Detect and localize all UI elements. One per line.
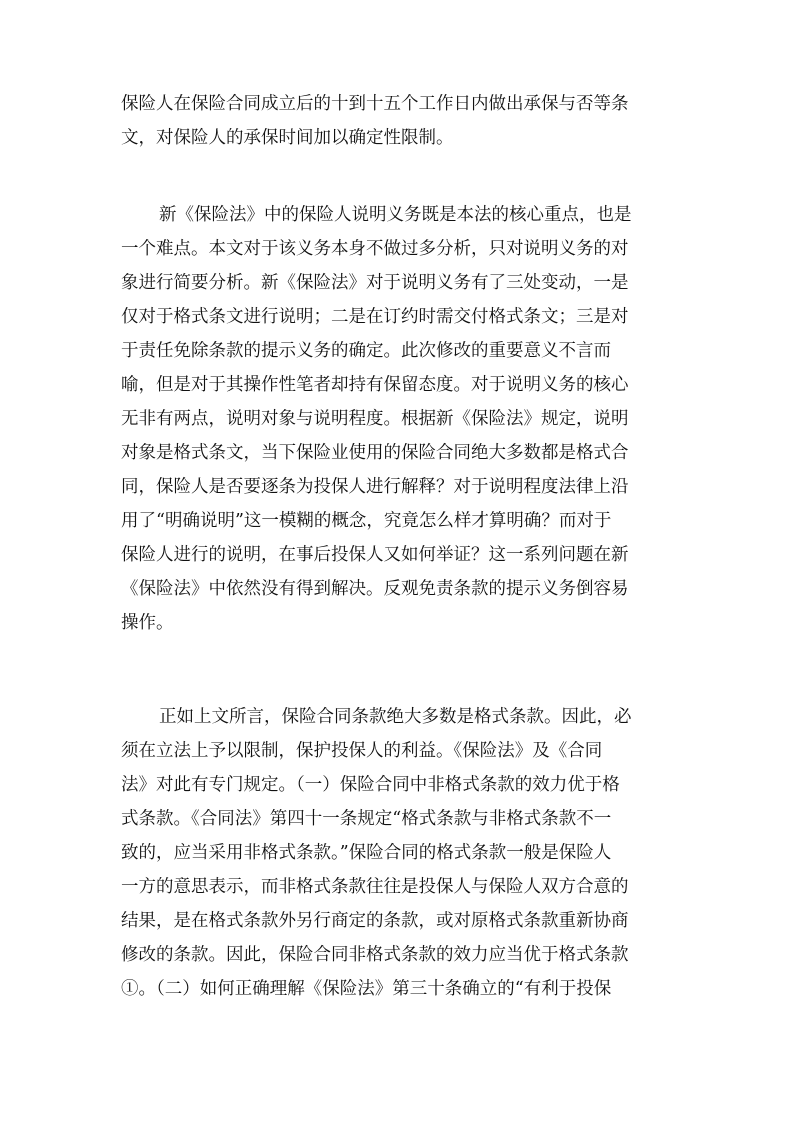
paragraph-explanation-duty	[121, 198, 677, 640]
text-line: 法》对此有专门规定。（一）保险合同中非格式条款的效力优于格	[121, 775, 620, 795]
text-line: 新《保险法》中的保险人说明义务既是本法的核心重点，也是	[159, 205, 632, 225]
text-line: 无非有两点，说明对象与说明程度。根据新《保险法》规定，说明	[121, 409, 629, 429]
text-line: 一方的意思表示，而非格式条款往往是投保人与保险人双方合意的	[121, 877, 629, 897]
text-line: 操作。	[121, 613, 174, 633]
text-line: 须在立法上予以限制，保护投保人的利益。《保险法》及《合同	[121, 741, 603, 761]
text-line: 正如上文所言，保险合同条款绝大多数是格式条款。因此，必	[159, 707, 632, 727]
text-line: 仅对于格式条文进行说明；二是在订约时需交付格式条文；三是对	[121, 307, 629, 327]
text-line: ①。（二）如何正确理解《保险法》第三十条确立的“有利于投保	[121, 979, 612, 999]
text-line: 《保险法》中依然没有得到解决。反观免责条款的提示义务倒容易	[121, 579, 629, 599]
text-line: 一个难点。本文对于该义务本身不做过多分析，只对说明义务的对	[121, 239, 629, 259]
text-line: 致的，应当采用非格式条款。”保险合同的格式条款一般是保险人	[121, 843, 612, 863]
text-line: 文，对保险人的承保时间加以确定性限制。	[121, 128, 454, 148]
text-line: 喻，但是对于其操作性笔者却持有保留态度。对于说明义务的核心	[121, 375, 629, 395]
text-line: 修改的条款。因此，保险合同非格式条款的效力应当优于格式条款	[121, 945, 629, 965]
text-line: 保险人在保险合同成立后的十到十五个工作日内做出承保与否等条	[121, 94, 629, 114]
text-line: 对象是格式条文，当下保险业使用的保险合同绝大多数都是格式合	[121, 443, 629, 463]
paragraph-format-clauses	[121, 700, 677, 1006]
text-line: 式条款。《合同法》第四十一条规定“格式条款与非格式条款不一	[121, 809, 612, 829]
text-line: 结果，是在格式条款外另行商定的条款，或对原格式条款重新协商	[121, 911, 629, 931]
text-line: 象进行简要分析。新《保险法》对于说明义务有了三处变动，一是	[121, 273, 629, 293]
text-line: 保险人进行的说明，在事后投保人又如何举证？这一系列问题在新	[121, 545, 629, 565]
text-line: 于责任免除条款的提示义务的确定。此次修改的重要意义不言而	[121, 341, 611, 361]
paragraph-continuation	[121, 87, 677, 155]
text-line: 用了“明确说明”这一模糊的概念，究竟怎么样才算明确？而对于	[121, 511, 612, 531]
text-line: 同，保险人是否要逐条为投保人进行解释？对于说明程度法律上沿	[121, 477, 629, 497]
